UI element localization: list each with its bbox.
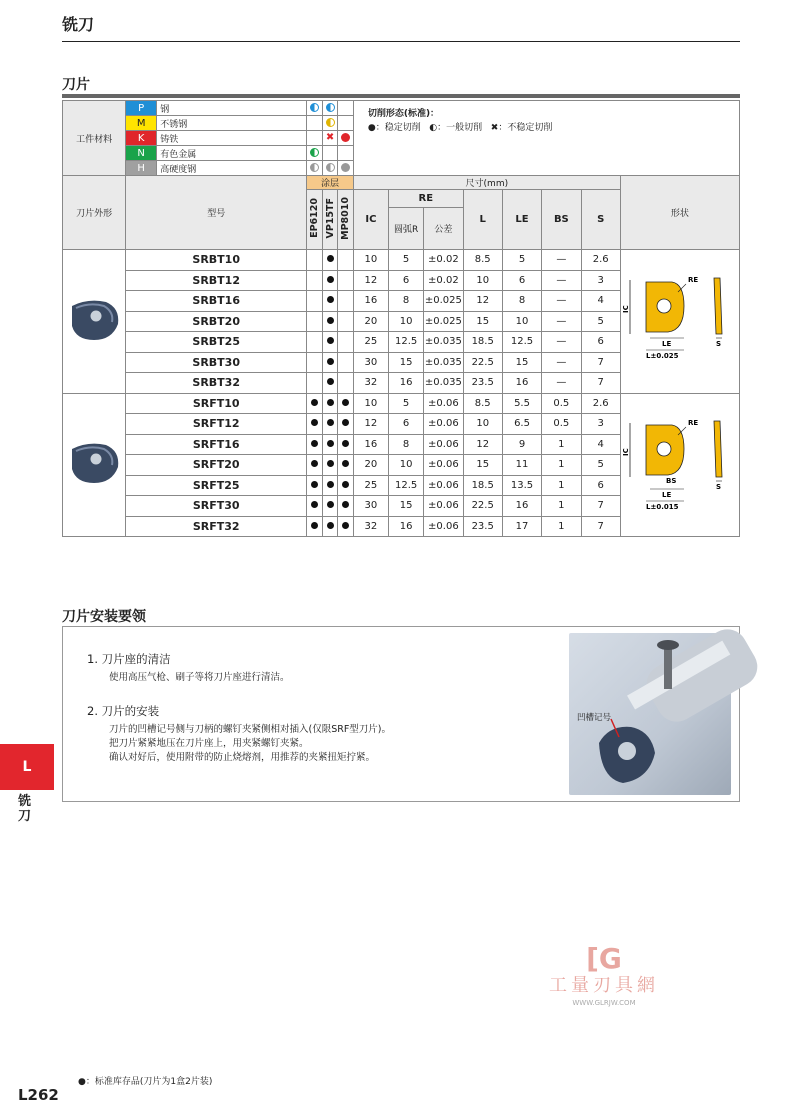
dim-bs-cell: — (542, 291, 581, 312)
grade-cell (307, 516, 323, 537)
model-cell: SRFT25 (126, 475, 307, 496)
dim-r-cell: 12.5 (389, 475, 424, 496)
dim-bs-cell: — (542, 373, 581, 394)
grade-cell (307, 291, 323, 312)
dim-r-cell: 8 (389, 291, 424, 312)
watermark-mark: [G (586, 942, 622, 975)
grade-cell (322, 496, 338, 517)
insert-diagram-cell (620, 250, 739, 394)
stock-dot-icon (311, 399, 318, 406)
grade-cell (322, 516, 338, 537)
stock-dot-icon (327, 317, 334, 324)
dim-l-cell: 18.5 (463, 475, 502, 496)
material-label: 工件材料 (63, 101, 126, 176)
dim-tol-cell: ±0.035 (424, 332, 463, 353)
notch-mark-label: 凹槽记号 (577, 713, 612, 723)
step1-text: 使用高压气枪、刷子等将刀片座进行清洁。 (109, 672, 290, 683)
stock-dot-icon (327, 460, 334, 467)
form-column-header: 形状 (620, 176, 739, 250)
dim-s-cell: 6 (581, 475, 620, 496)
dim-l-cell: 22.5 (463, 352, 502, 373)
dim-ic: IC (621, 448, 630, 457)
grade-cell (307, 352, 323, 373)
grade-cell (338, 516, 354, 537)
dim-s-cell: 5 (581, 455, 620, 476)
dim-l-cell: 15 (463, 311, 502, 332)
grade-cell (307, 475, 323, 496)
dim-ic-cell: 25 (353, 475, 388, 496)
grade-cell (338, 455, 354, 476)
install-photo (569, 633, 731, 795)
general-cut-icon (326, 163, 335, 172)
grade-cell (338, 270, 354, 291)
dim-r-cell: 10 (389, 311, 424, 332)
material-code-k: K (126, 131, 157, 146)
insert-photo-icon (66, 441, 122, 485)
model-cell: SRBT30 (126, 352, 307, 373)
watermark-url: WWW.GLRJW.COM (572, 999, 636, 1007)
dim-bs-cell: 0.5 (542, 414, 581, 435)
grade-cell (307, 373, 323, 394)
stock-dot-icon (327, 419, 334, 426)
material-name-p: 钢 (157, 101, 307, 116)
dim-ic-cell: 12 (353, 270, 388, 291)
re-header: RE (389, 190, 464, 208)
grade-cell (338, 373, 354, 394)
dim-l-cell: 8.5 (463, 393, 502, 414)
page-header (62, 14, 740, 42)
stock-dot-icon (327, 501, 334, 508)
dim-l-cell: 23.5 (463, 516, 502, 537)
dim-bs-cell: 1 (542, 496, 581, 517)
insert-spec-table (62, 100, 740, 537)
stable-cut-icon (341, 133, 350, 142)
stock-dot-icon (327, 522, 334, 529)
general-cut-icon (310, 148, 319, 157)
dim-l-cell: 10 (463, 270, 502, 291)
legend-general-text: ：一般切削 (437, 123, 483, 133)
material-name-m: 不锈钢 (157, 116, 307, 131)
grade-cell (307, 311, 323, 332)
model-cell: SRBT10 (126, 250, 307, 271)
grade-cell (307, 250, 323, 271)
dim-tol-cell: ±0.06 (424, 434, 463, 455)
legend-unstable-text: ：不稳定切削 (498, 123, 553, 133)
grade-vp15tf: VP15TF (324, 197, 336, 239)
dim-l-cell: 12 (463, 434, 502, 455)
material-name-k: 铸铁 (157, 131, 307, 146)
stock-dot-icon (342, 460, 349, 467)
dim-tol-cell: ±0.06 (424, 455, 463, 476)
page-number: L262 (18, 1086, 59, 1104)
grade-cell (338, 332, 354, 353)
dim-le-cell: 15 (502, 352, 541, 373)
model-cell: SRFT20 (126, 455, 307, 476)
grade-cell (322, 414, 338, 435)
le-header: LE (502, 190, 541, 250)
dim-r-cell: 5 (389, 393, 424, 414)
stock-dot-icon (327, 481, 334, 488)
model-cell: SRFT10 (126, 393, 307, 414)
dims-header: 尺寸(mm) (353, 176, 620, 190)
grade-cell (322, 332, 338, 353)
dim-l-cell: 8.5 (463, 250, 502, 271)
grade-cell (322, 291, 338, 312)
material-name-h: 高硬度钢 (157, 161, 307, 176)
grade-ep6120: EP6120 (309, 198, 321, 238)
step2-line3: 确认对好后，使用附带的防止烧熔剂，用推荐的夹紧扭矩拧紧。 (109, 752, 376, 763)
stock-dot-icon (327, 296, 334, 303)
footnote: ●：标准库存品(刀片为1盒2片装) (78, 1077, 213, 1087)
legend-unstable-symbol: ✖ (490, 123, 499, 133)
dim-r-cell: 10 (389, 455, 424, 476)
dim-ic-cell: 10 (353, 393, 388, 414)
grade-cell (322, 475, 338, 496)
dim-s-cell: 3 (581, 270, 620, 291)
bs-header: BS (542, 190, 581, 250)
grade-cell (338, 475, 354, 496)
stock-dot-icon (327, 378, 334, 385)
model-cell: SRBT16 (126, 291, 307, 312)
dim-tol-cell: ±0.06 (424, 393, 463, 414)
re-radius-header: 圆弧R (389, 208, 424, 250)
dim-r-cell: 5 (389, 250, 424, 271)
insert-diagram-cell (620, 393, 739, 537)
dim-re: RE (687, 275, 699, 284)
grade-cell (307, 332, 323, 353)
model-cell: SRBT32 (126, 373, 307, 394)
dim-r-cell: 15 (389, 352, 424, 373)
dim-s-cell: 5 (581, 311, 620, 332)
material-code-h: H (126, 161, 157, 176)
grade-cell (307, 496, 323, 517)
model-cell: SRFT32 (126, 516, 307, 537)
grade-cell (307, 270, 323, 291)
ic-header: IC (353, 190, 388, 250)
srbt-group (63, 250, 740, 394)
dim-s-cell: 2.6 (581, 250, 620, 271)
dim-tol-cell: ±0.025 (424, 311, 463, 332)
dim-l-cell: 18.5 (463, 332, 502, 353)
model-cell: SRBT25 (126, 332, 307, 353)
grade-cell (307, 455, 323, 476)
general-cut-icon (310, 163, 319, 172)
table-row (63, 393, 740, 414)
stock-dot-icon (311, 522, 318, 529)
dim-re: RE (687, 419, 699, 428)
grade-cell (338, 250, 354, 271)
dim-bs: BS (665, 477, 677, 486)
grade-mp8010: MP8010 (340, 196, 352, 240)
dim-le-cell: 9 (502, 434, 541, 455)
dim-r-cell: 6 (389, 270, 424, 291)
insert-photo-cell (63, 250, 126, 394)
dim-s-cell: 4 (581, 291, 620, 312)
material-code-n: N (126, 146, 157, 161)
dim-ic-cell: 20 (353, 455, 388, 476)
dim-le-cell: 13.5 (502, 475, 541, 496)
dim-bs-cell: — (542, 270, 581, 291)
dim-s-cell: 4 (581, 434, 620, 455)
dim-tol-cell: ±0.035 (424, 352, 463, 373)
dim-bs-cell: 1 (542, 475, 581, 496)
stock-dot-icon (327, 276, 334, 283)
dim-le-cell: 8 (502, 291, 541, 312)
dim-l-cell: 23.5 (463, 373, 502, 394)
section-title-install: 刀片安装要领 (62, 609, 146, 625)
side-tab: L (0, 744, 54, 790)
dim-bs-cell: 1 (542, 516, 581, 537)
stock-dot-icon (342, 522, 349, 529)
stock-dot-icon (311, 501, 318, 508)
unstable-cut-icon: ✖ (325, 132, 335, 143)
dim-tol-cell: ±0.025 (424, 291, 463, 312)
shape-column-header: 刀片外形 (63, 176, 126, 250)
grade-cell (338, 434, 354, 455)
grade-cell (307, 393, 323, 414)
section-title-blade: 刀片 (62, 77, 90, 93)
insert-shape-diagram (621, 272, 736, 368)
insert-photo-cell (63, 393, 126, 537)
section-divider (62, 94, 740, 98)
dim-bs-cell: 1 (542, 455, 581, 476)
stable-cut-icon (341, 163, 350, 172)
grade-cell (338, 414, 354, 435)
dim-le-cell: 6.5 (502, 414, 541, 435)
page-title: 铣刀 (62, 15, 95, 34)
dim-l-cell: 12 (463, 291, 502, 312)
dim-tol-cell: ±0.035 (424, 373, 463, 394)
dim-ic-cell: 20 (353, 311, 388, 332)
dim-ic-cell: 32 (353, 373, 388, 394)
model-cell: SRFT12 (126, 414, 307, 435)
legend-stable-symbol: ● (367, 123, 376, 133)
dim-s-cell: 2.6 (581, 393, 620, 414)
srft-group (63, 393, 740, 537)
step2-line2: 把刀片紧紧地压在刀片座上，用夹紧螺钉夹紧。 (109, 738, 309, 749)
dim-le: LE (661, 339, 672, 348)
grade-cell (338, 352, 354, 373)
dim-bs-cell: 1 (542, 434, 581, 455)
material-name-n: 有色金属 (157, 146, 307, 161)
grade-cell (322, 393, 338, 414)
step1-title: 1. 刀片座的清洁 (87, 652, 171, 666)
side-label: 铣刀 (18, 794, 32, 824)
dim-ic-cell: 12 (353, 414, 388, 435)
dim-l-cell: 15 (463, 455, 502, 476)
dim-bs-cell: — (542, 311, 581, 332)
dim-ic-cell: 16 (353, 291, 388, 312)
model-cell: SRFT16 (126, 434, 307, 455)
dim-r-cell: 16 (389, 373, 424, 394)
dim-bs-cell: — (542, 250, 581, 271)
grade-cell (338, 393, 354, 414)
dim-ic-cell: 16 (353, 434, 388, 455)
dim-bs-cell: — (542, 332, 581, 353)
dim-s: S (715, 483, 721, 492)
stock-dot-icon (327, 440, 334, 447)
dim-le-cell: 5 (502, 250, 541, 271)
dim-r-cell: 15 (389, 496, 424, 517)
cutting-legend (353, 101, 739, 176)
material-code-m: M (126, 116, 157, 131)
grade-cell (322, 270, 338, 291)
dim-tol-cell: ±0.06 (424, 496, 463, 517)
dim-l: L±0.015 (645, 503, 679, 512)
install-box (62, 626, 740, 802)
stock-dot-icon (311, 419, 318, 426)
grade-cell (322, 352, 338, 373)
general-cut-icon (326, 118, 335, 127)
dim-s-cell: 6 (581, 332, 620, 353)
dim-s-cell: 7 (581, 373, 620, 394)
step2-line1: 刀片的凹槽记号侧与刀柄的螺钉夹紧侧相对插入(仅限SRF型刀片)。 (109, 724, 392, 735)
dim-ic: IC (621, 305, 630, 313)
table-row (63, 250, 740, 271)
stock-dot-icon (311, 481, 318, 488)
step2-title: 2. 刀片的安装 (87, 704, 160, 718)
grade-cell (307, 434, 323, 455)
dim-ic-cell: 10 (353, 250, 388, 271)
legend-general-symbol: ◐ (429, 123, 438, 133)
stock-dot-icon (342, 501, 349, 508)
grade-cell (322, 434, 338, 455)
l-header: L (463, 190, 502, 250)
dim-s: S (715, 339, 721, 348)
stock-dot-icon (342, 399, 349, 406)
insert-shape-diagram (621, 415, 736, 512)
dim-s-cell: 3 (581, 414, 620, 435)
coating-header: 涂层 (307, 176, 354, 190)
model-column-header: 型号 (126, 176, 307, 250)
dim-tol-cell: ±0.06 (424, 414, 463, 435)
dim-le-cell: 11 (502, 455, 541, 476)
dim-tol-cell: ±0.06 (424, 475, 463, 496)
dim-le-cell: 5.5 (502, 393, 541, 414)
stock-dot-icon (327, 337, 334, 344)
grade-cell (338, 291, 354, 312)
dim-le-cell: 6 (502, 270, 541, 291)
watermark-name: 工量刃具網 (549, 975, 659, 996)
install-instructions (87, 651, 547, 765)
re-tolerance-header: 公差 (424, 208, 463, 250)
stock-dot-icon (327, 255, 334, 262)
dim-le-cell: 16 (502, 373, 541, 394)
model-cell: SRBT12 (126, 270, 307, 291)
stock-dot-icon (311, 460, 318, 467)
dim-le-cell: 10 (502, 311, 541, 332)
model-cell: SRBT20 (126, 311, 307, 332)
watermark (534, 944, 674, 1008)
grade-cell (338, 311, 354, 332)
dim-bs-cell: 0.5 (542, 393, 581, 414)
dim-tol-cell: ±0.02 (424, 270, 463, 291)
dim-le-cell: 12.5 (502, 332, 541, 353)
dim-ic-cell: 25 (353, 332, 388, 353)
dim-le: LE (661, 491, 672, 500)
dim-le-cell: 16 (502, 496, 541, 517)
material-code-p: P (126, 101, 157, 116)
grade-cell (307, 414, 323, 435)
insert-photo-icon (66, 298, 122, 342)
grade-cell (322, 373, 338, 394)
dim-l: L±0.025 (645, 351, 679, 360)
stock-dot-icon (342, 481, 349, 488)
dim-bs-cell: — (542, 352, 581, 373)
grade-cell (322, 311, 338, 332)
dim-r-cell: 8 (389, 434, 424, 455)
dim-s-cell: 7 (581, 352, 620, 373)
model-cell: SRFT30 (126, 496, 307, 517)
general-cut-icon (326, 103, 335, 112)
dim-s-cell: 7 (581, 496, 620, 517)
dim-l-cell: 22.5 (463, 496, 502, 517)
grade-cell (322, 250, 338, 271)
legend-stable-text: ：稳定切削 (375, 123, 421, 133)
dim-r-cell: 6 (389, 414, 424, 435)
legend-title: 切削形态(标准)： (367, 109, 440, 119)
dim-l-cell: 10 (463, 414, 502, 435)
stock-dot-icon (327, 358, 334, 365)
grade-cell (338, 496, 354, 517)
dim-ic-cell: 30 (353, 496, 388, 517)
dim-s-cell: 7 (581, 516, 620, 537)
stock-dot-icon (327, 399, 334, 406)
dim-ic-cell: 30 (353, 352, 388, 373)
stock-dot-icon (342, 419, 349, 426)
dim-r-cell: 16 (389, 516, 424, 537)
general-cut-icon (310, 103, 319, 112)
dim-le-cell: 17 (502, 516, 541, 537)
grade-cell (322, 455, 338, 476)
dim-tol-cell: ±0.02 (424, 250, 463, 271)
dim-r-cell: 12.5 (389, 332, 424, 353)
stock-dot-icon (311, 440, 318, 447)
s-header: S (581, 190, 620, 250)
dim-tol-cell: ±0.06 (424, 516, 463, 537)
stock-dot-icon (342, 440, 349, 447)
dim-ic-cell: 32 (353, 516, 388, 537)
